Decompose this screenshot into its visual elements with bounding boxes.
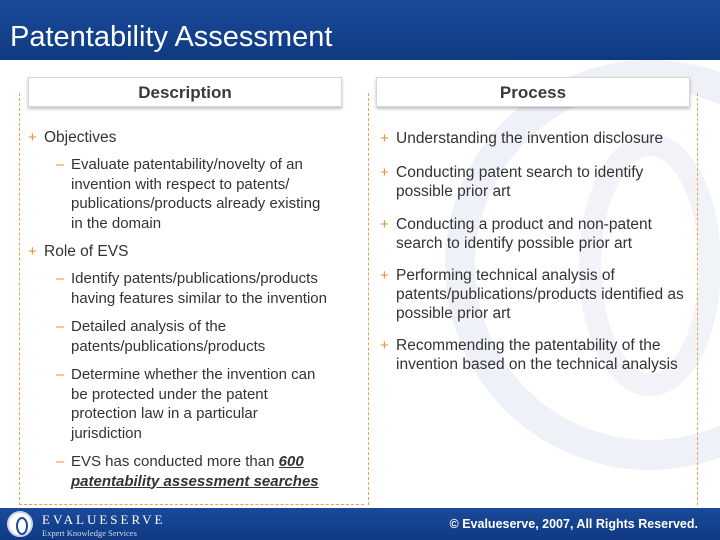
role-subitem: – Identify patents/publications/products having features similar to the invention xyxy=(56,270,327,307)
process-item: + Understanding the invention disclosure xyxy=(380,130,664,147)
page-title: Patentability Assessment xyxy=(10,21,333,53)
logo-tagline: Expert Knowledge Services xyxy=(42,528,137,538)
evs-stat-count: 600 xyxy=(278,453,304,470)
role-subitem: – Determine whether the invention can be protected under the patent protection law in a particular jurisdiction xyxy=(56,366,316,442)
logo-name: EVALUESERVE xyxy=(42,512,166,527)
plus-bullet-icon: + xyxy=(28,129,37,146)
plus-bullet-icon: + xyxy=(380,337,389,354)
process-item: + Conducting patent search to identify possible prior art xyxy=(380,164,644,200)
role-item xyxy=(28,242,348,261)
process-item: + Performing technical analysis of patents/publications/products identified as possible prior art xyxy=(380,267,684,322)
objectives-label: Objectives xyxy=(44,129,117,146)
description-header: Description xyxy=(28,77,342,107)
dash-bullet-icon: – xyxy=(56,366,65,383)
objective-subitem: – Evaluate patentability/novelty of an invention with respect to patents/ publications/products already existing in the domain xyxy=(56,156,321,232)
process-item: + Conducting a product and non-patent search to identify possible prior art xyxy=(380,216,652,252)
evs-stat-subitem xyxy=(28,452,348,491)
objectives-item xyxy=(28,128,348,147)
process-header: Process xyxy=(376,77,690,107)
evalueserve-logo-icon xyxy=(7,511,33,537)
plus-bullet-icon: + xyxy=(28,243,37,260)
dash-bullet-icon: – xyxy=(56,453,65,470)
plus-bullet-icon: + xyxy=(380,267,389,284)
plus-bullet-icon: + xyxy=(380,216,389,233)
process-item: + Recommending the patentability of the invention based on the technical analysis xyxy=(380,337,678,373)
role-subitem: – Detailed analysis of the patents/publications/products xyxy=(56,318,266,355)
evs-stat-suffix: patentability assessment searches xyxy=(71,472,319,490)
plus-bullet-icon: + xyxy=(380,130,389,147)
title-bar xyxy=(0,0,720,60)
footer-bar xyxy=(0,508,720,540)
dash-bullet-icon: – xyxy=(56,270,65,287)
dash-bullet-icon: – xyxy=(56,318,65,335)
copyright-text: © Evalueserve, 2007, All Rights Reserved. xyxy=(449,517,698,531)
evs-stat-prefix: EVS has conducted more than xyxy=(71,453,279,470)
plus-bullet-icon: + xyxy=(380,164,389,181)
process-list xyxy=(380,129,698,374)
description-list xyxy=(28,128,348,491)
role-label: Role of EVS xyxy=(44,243,129,260)
dash-bullet-icon: – xyxy=(56,156,65,173)
